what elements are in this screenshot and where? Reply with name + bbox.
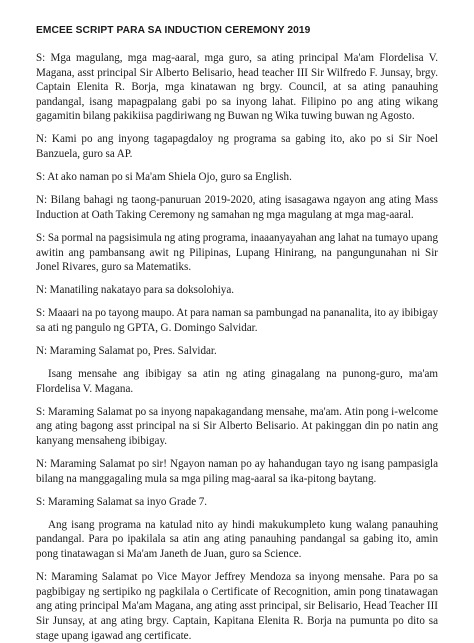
script-paragraph-3: S: At ako naman po si Ma'am Shiela Ojo, guro sa English. [36, 171, 292, 184]
script-paragraph-8: N: Maraming Salamat po, Pres. Salvidar. [36, 345, 217, 357]
script-paragraph-10: S: Maraming Salamat po sa inyong napakagandang mensahe, ma'am. Atin pong i-welcome ang ating bagong asst principal na si Sir Alberto Belisario. At pakinggan din po natin ang kanyang mensaheng ibibigay. [36, 405, 438, 447]
script-paragraph-1: S: Mga magulang, mga mag-aaral, mga guro, sa ating principal Ma'am Flordelisa V. Magana, asst principal Sir Alberto Belisario, head teacher III Sir Wilfredo F. Junsay, brgy. Captain Elenita R. Borja, mga kinatawan ng brgy. Council, at sa ating panauhing pandangal, isang mapagpalang gabi po sa inyong lahat. Filipino po ang ating wikang gagamitin bilang pakikiisa pagdiriwang ng Buwan ng Wika tuwing buwan ng Agosto. [36, 52, 438, 123]
script-paragraph-9: Isang mensahe ang ibibigay sa atin ng ating ginagalang na punong-guro, ma'am Flordelisa V. Magana. [36, 368, 438, 395]
script-paragraph-5: S: Sa pormal na pagsisimula ng ating programa, inaaanyayahan ang lahat na tumayo upang awitin ang pambansang awit ng Pilipinas, Lupang Hinirang, na pangungunahan ni Sir Jonel Rivares, guro sa Matematiks. [36, 231, 438, 274]
script-paragraph-6: N: Manatiling nakatayo para sa doksolohiya. [36, 284, 235, 297]
script-paragraph-7: S: Maaari na po tayong maupo. At para naman sa pambungad na pananalita, ito ay ibibigay sa ati ng pangulo ng GPTA, G. Domingo Salvidar. [36, 307, 438, 334]
script-paragraph-14: N: Maraming Salamat po Vice Mayor Jeffrey Mendoza sa inyong mensahe. Para po sa pagbibigay ng sertipiko ng pagkilala o Certificate of Recognition, amin pong tinatawagan ang ating principal Ma'am Magana, ang ating asst principal, sir Belisario, Head Teacher III Sir Junsay, at ang ating brgy. Captain, Kapitana Elenita R. Borja na pumunta po dito sa stage upang igawad ang certificate. [36, 571, 438, 642]
script-paragraph-11: N: Maraming Salamat po sir! Ngayon naman po ay hahandugan tayo ng isang pampasigla bilang na manggagaling mula sa mga piling mag-aaral sa ika-pitong baytang. [36, 458, 438, 485]
script-paragraph-12: S: Maraming Salamat sa inyo Grade 7. [36, 495, 208, 508]
script-paragraph-4: N: Bilang bahagi ng taong-panuruan 2019-2020, ating isasagawa ngayon ang ating Mass Induction at Oath Taking Ceremony ng samahan ng mga magulang at mga mag-aaral. [36, 194, 438, 221]
script-paragraph-2: N: Kami po ang inyong tagapagdaloy ng programa sa gabing ito, ako po si Sir Noel Banzuela, guro sa AP. [36, 133, 438, 161]
document-title: EMCEE SCRIPT PARA SA INDUCTION CEREMONY 2019 [36, 25, 311, 36]
script-paragraph-13: Ang isang programa na katulad nito ay hindi makukumpleto kung walang panauhing pandangal. Para po ipakilala sa atin ang ating panauhing pandangal sa gabing ito, amin pong tinatawagan si Ma'am Janeth de Juan, guro sa Science. [36, 518, 438, 561]
